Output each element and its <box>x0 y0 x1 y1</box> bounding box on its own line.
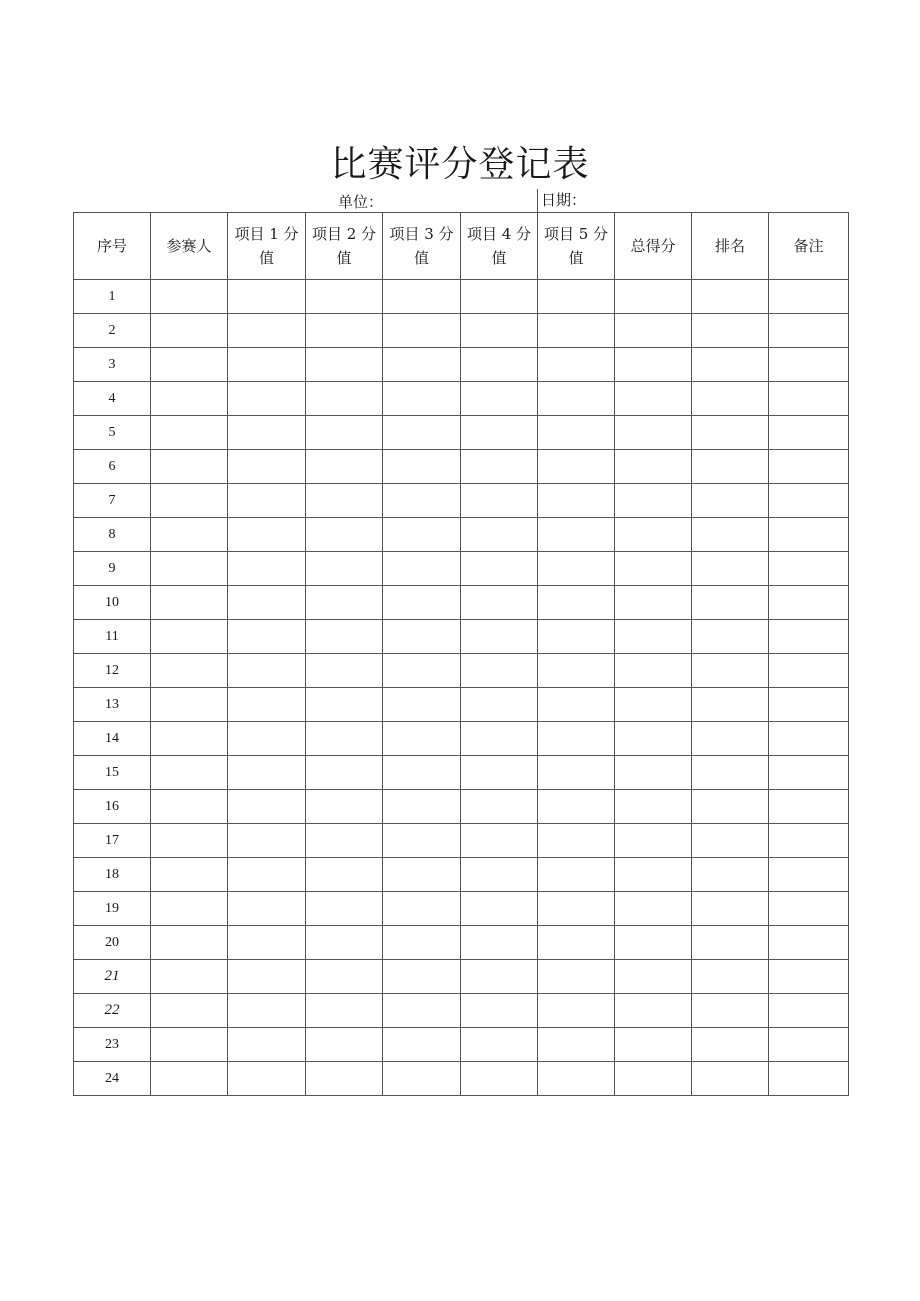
header-index: 序号 <box>74 213 151 280</box>
participant-cell[interactable] <box>151 450 228 484</box>
table-row <box>74 858 849 892</box>
header-rank: 排名 <box>692 213 769 280</box>
participant-cell[interactable] <box>151 518 228 552</box>
rank-cell[interactable] <box>692 994 769 1028</box>
unit-label: 单位： <box>338 193 384 211</box>
participant-cell[interactable] <box>151 756 228 790</box>
rank-cell[interactable] <box>692 960 769 994</box>
total-score-cell[interactable] <box>615 314 692 348</box>
total-score-cell[interactable] <box>615 484 692 518</box>
table-row <box>74 382 849 416</box>
participant-cell[interactable] <box>151 790 228 824</box>
rank-cell[interactable] <box>692 858 769 892</box>
row-index-cell: 11 <box>74 620 151 654</box>
remarks-cell[interactable] <box>769 416 849 450</box>
item4-score-cell[interactable] <box>461 552 538 586</box>
row-index-cell: 20 <box>74 926 151 960</box>
participant-cell[interactable] <box>151 1062 228 1096</box>
rank-cell[interactable] <box>692 280 769 314</box>
table-row <box>74 416 849 450</box>
item2-score-cell[interactable] <box>306 926 383 960</box>
participant-cell[interactable] <box>151 620 228 654</box>
participant-cell[interactable] <box>151 348 228 382</box>
remarks-cell[interactable] <box>769 620 849 654</box>
participant-cell[interactable] <box>151 722 228 756</box>
rank-cell[interactable] <box>692 790 769 824</box>
remarks-cell[interactable] <box>769 1062 849 1096</box>
item1-score-cell[interactable] <box>228 858 306 892</box>
total-score-cell[interactable] <box>615 654 692 688</box>
item5-score-cell[interactable] <box>538 688 615 722</box>
header-item3-score: 项目 3 分值 <box>383 213 461 280</box>
item2-score-cell[interactable] <box>306 416 383 450</box>
remarks-cell[interactable] <box>769 960 849 994</box>
remarks-cell[interactable] <box>769 280 849 314</box>
total-score-cell[interactable] <box>615 552 692 586</box>
item1-score-cell[interactable] <box>228 892 306 926</box>
table-row <box>74 1028 849 1062</box>
participant-cell[interactable] <box>151 1028 228 1062</box>
rank-cell[interactable] <box>692 314 769 348</box>
total-score-cell[interactable] <box>615 858 692 892</box>
item4-score-cell[interactable] <box>461 620 538 654</box>
row-index-cell: 14 <box>74 722 151 756</box>
item1-score-cell[interactable] <box>228 926 306 960</box>
score-table <box>73 212 849 1096</box>
item1-score-cell[interactable] <box>228 722 306 756</box>
table-row <box>74 1062 849 1096</box>
item2-score-cell[interactable] <box>306 654 383 688</box>
item2-score-cell[interactable] <box>306 824 383 858</box>
item2-score-cell[interactable] <box>306 552 383 586</box>
row-index-cell: 7 <box>74 484 151 518</box>
item1-score-cell[interactable] <box>228 552 306 586</box>
header-total-score: 总得分 <box>615 213 692 280</box>
item3-score-cell[interactable] <box>383 552 461 586</box>
row-index-cell: 23 <box>74 1028 151 1062</box>
table-row <box>74 586 849 620</box>
rank-cell[interactable] <box>692 722 769 756</box>
item4-score-cell[interactable] <box>461 314 538 348</box>
date-label: 日期： <box>537 189 586 212</box>
total-score-cell[interactable] <box>615 790 692 824</box>
header-item4-score: 项目 4 分值 <box>461 213 538 280</box>
rank-cell[interactable] <box>692 348 769 382</box>
total-score-cell[interactable] <box>615 416 692 450</box>
total-score-cell[interactable] <box>615 518 692 552</box>
table-row <box>74 518 849 552</box>
table-row <box>74 552 849 586</box>
item1-score-cell[interactable] <box>228 484 306 518</box>
row-index-cell: 5 <box>74 416 151 450</box>
item1-score-cell[interactable] <box>228 518 306 552</box>
item3-score-cell[interactable] <box>383 518 461 552</box>
row-index-cell: 8 <box>74 518 151 552</box>
rank-cell[interactable] <box>692 382 769 416</box>
item1-score-cell[interactable] <box>228 450 306 484</box>
item4-score-cell[interactable] <box>461 450 538 484</box>
header-item1-score: 项目 1 分值 <box>228 213 306 280</box>
participant-cell[interactable] <box>151 416 228 450</box>
item4-score-cell[interactable] <box>461 654 538 688</box>
item3-score-cell[interactable] <box>383 994 461 1028</box>
item5-score-cell[interactable] <box>538 552 615 586</box>
item2-score-cell[interactable] <box>306 280 383 314</box>
participant-cell[interactable] <box>151 960 228 994</box>
table-row <box>74 824 849 858</box>
participant-cell[interactable] <box>151 484 228 518</box>
item2-score-cell[interactable] <box>306 892 383 926</box>
participant-cell[interactable] <box>151 586 228 620</box>
rank-cell[interactable] <box>692 926 769 960</box>
item4-score-cell[interactable] <box>461 518 538 552</box>
item3-score-cell[interactable] <box>383 960 461 994</box>
participant-cell[interactable] <box>151 382 228 416</box>
item1-score-cell[interactable] <box>228 756 306 790</box>
remarks-cell[interactable] <box>769 892 849 926</box>
item5-score-cell[interactable] <box>538 960 615 994</box>
participant-cell[interactable] <box>151 280 228 314</box>
item5-score-cell[interactable] <box>538 994 615 1028</box>
table-row <box>74 790 849 824</box>
remarks-cell[interactable] <box>769 858 849 892</box>
item5-score-cell[interactable] <box>538 824 615 858</box>
remarks-cell[interactable] <box>769 688 849 722</box>
rank-cell[interactable] <box>692 620 769 654</box>
item3-score-cell[interactable] <box>383 858 461 892</box>
item5-score-cell[interactable] <box>538 1028 615 1062</box>
header-row <box>74 213 849 280</box>
table-row <box>74 654 849 688</box>
item5-score-cell[interactable] <box>538 382 615 416</box>
row-index-cell: 24 <box>74 1062 151 1096</box>
item5-score-cell[interactable] <box>538 858 615 892</box>
item2-score-cell[interactable] <box>306 484 383 518</box>
header-item5-score: 项目 5 分值 <box>538 213 615 280</box>
item5-score-cell[interactable] <box>538 756 615 790</box>
item2-score-cell[interactable] <box>306 858 383 892</box>
item4-score-cell[interactable] <box>461 960 538 994</box>
item2-score-cell[interactable] <box>306 586 383 620</box>
total-score-cell[interactable] <box>615 620 692 654</box>
item4-score-cell[interactable] <box>461 484 538 518</box>
item2-score-cell[interactable] <box>306 960 383 994</box>
header-item2-score: 项目 2 分值 <box>306 213 383 280</box>
item5-score-cell[interactable] <box>538 1062 615 1096</box>
participant-cell[interactable] <box>151 858 228 892</box>
total-score-cell[interactable] <box>615 450 692 484</box>
item4-score-cell[interactable] <box>461 586 538 620</box>
total-score-cell[interactable] <box>615 1028 692 1062</box>
table-row <box>74 926 849 960</box>
item3-score-cell[interactable] <box>383 654 461 688</box>
total-score-cell[interactable] <box>615 756 692 790</box>
item3-score-cell[interactable] <box>383 280 461 314</box>
row-index-cell: 22 <box>74 994 151 1028</box>
item2-score-cell[interactable] <box>306 994 383 1028</box>
participant-cell[interactable] <box>151 926 228 960</box>
item4-score-cell[interactable] <box>461 756 538 790</box>
item1-score-cell[interactable] <box>228 382 306 416</box>
total-score-cell[interactable] <box>615 722 692 756</box>
item1-score-cell[interactable] <box>228 314 306 348</box>
item1-score-cell[interactable] <box>228 688 306 722</box>
item5-score-cell[interactable] <box>538 586 615 620</box>
table-row <box>74 314 849 348</box>
rank-cell[interactable] <box>692 1028 769 1062</box>
item3-score-cell[interactable] <box>383 892 461 926</box>
item3-score-cell[interactable] <box>383 722 461 756</box>
row-index-cell: 15 <box>74 756 151 790</box>
item1-score-cell[interactable] <box>228 620 306 654</box>
item2-score-cell[interactable] <box>306 518 383 552</box>
item4-score-cell[interactable] <box>461 416 538 450</box>
row-index-cell: 13 <box>74 688 151 722</box>
remarks-cell[interactable] <box>769 484 849 518</box>
row-index-cell: 17 <box>74 824 151 858</box>
remarks-cell[interactable] <box>769 450 849 484</box>
rank-cell[interactable] <box>692 552 769 586</box>
item3-score-cell[interactable] <box>383 382 461 416</box>
total-score-cell[interactable] <box>615 926 692 960</box>
remarks-cell[interactable] <box>769 722 849 756</box>
row-index-cell: 18 <box>74 858 151 892</box>
table-row <box>74 688 849 722</box>
remarks-cell[interactable] <box>769 994 849 1028</box>
item1-score-cell[interactable] <box>228 824 306 858</box>
item3-score-cell[interactable] <box>383 348 461 382</box>
item3-score-cell[interactable] <box>383 314 461 348</box>
item4-score-cell[interactable] <box>461 858 538 892</box>
row-index-cell: 3 <box>74 348 151 382</box>
table-row <box>74 450 849 484</box>
item5-score-cell[interactable] <box>538 450 615 484</box>
participant-cell[interactable] <box>151 688 228 722</box>
item5-score-cell[interactable] <box>538 654 615 688</box>
item1-score-cell[interactable] <box>228 586 306 620</box>
item4-score-cell[interactable] <box>461 280 538 314</box>
table-row <box>74 722 849 756</box>
participant-cell[interactable] <box>151 654 228 688</box>
item2-score-cell[interactable] <box>306 1028 383 1062</box>
item2-score-cell[interactable] <box>306 688 383 722</box>
item1-score-cell[interactable] <box>228 416 306 450</box>
item3-score-cell[interactable] <box>383 790 461 824</box>
item5-score-cell[interactable] <box>538 348 615 382</box>
row-index-cell: 12 <box>74 654 151 688</box>
total-score-cell[interactable] <box>615 1062 692 1096</box>
item2-score-cell[interactable] <box>306 450 383 484</box>
table-row <box>74 620 849 654</box>
item3-score-cell[interactable] <box>383 926 461 960</box>
table-row <box>74 280 849 314</box>
rank-cell[interactable] <box>692 416 769 450</box>
item4-score-cell[interactable] <box>461 348 538 382</box>
item2-score-cell[interactable] <box>306 314 383 348</box>
item5-score-cell[interactable] <box>538 620 615 654</box>
item3-score-cell[interactable] <box>383 620 461 654</box>
item2-score-cell[interactable] <box>306 620 383 654</box>
item5-score-cell[interactable] <box>538 892 615 926</box>
item2-score-cell[interactable] <box>306 1062 383 1096</box>
table-row <box>74 892 849 926</box>
remarks-cell[interactable] <box>769 518 849 552</box>
item4-score-cell[interactable] <box>461 824 538 858</box>
item5-score-cell[interactable] <box>538 926 615 960</box>
remarks-cell[interactable] <box>769 348 849 382</box>
row-index-cell: 6 <box>74 450 151 484</box>
item4-score-cell[interactable] <box>461 1062 538 1096</box>
item4-score-cell[interactable] <box>461 926 538 960</box>
item3-score-cell[interactable] <box>383 484 461 518</box>
total-score-cell[interactable] <box>615 688 692 722</box>
item1-score-cell[interactable] <box>228 280 306 314</box>
remarks-cell[interactable] <box>769 790 849 824</box>
table-row <box>74 994 849 1028</box>
rank-cell[interactable] <box>692 586 769 620</box>
item5-score-cell[interactable] <box>538 790 615 824</box>
item5-score-cell[interactable] <box>538 484 615 518</box>
remarks-cell[interactable] <box>769 926 849 960</box>
item4-score-cell[interactable] <box>461 1028 538 1062</box>
total-score-cell[interactable] <box>615 382 692 416</box>
table-row <box>74 960 849 994</box>
row-index-cell: 16 <box>74 790 151 824</box>
item3-score-cell[interactable] <box>383 688 461 722</box>
rank-cell[interactable] <box>692 892 769 926</box>
item4-score-cell[interactable] <box>461 688 538 722</box>
item5-score-cell[interactable] <box>538 518 615 552</box>
row-index-cell: 19 <box>74 892 151 926</box>
rank-cell[interactable] <box>692 756 769 790</box>
remarks-cell[interactable] <box>769 586 849 620</box>
item5-score-cell[interactable] <box>538 280 615 314</box>
item3-score-cell[interactable] <box>383 586 461 620</box>
row-index-cell: 1 <box>74 280 151 314</box>
remarks-cell[interactable] <box>769 824 849 858</box>
item4-score-cell[interactable] <box>461 994 538 1028</box>
remarks-cell[interactable] <box>769 552 849 586</box>
total-score-cell[interactable] <box>615 586 692 620</box>
remarks-cell[interactable] <box>769 382 849 416</box>
item2-score-cell[interactable] <box>306 348 383 382</box>
table-row <box>74 348 849 382</box>
item1-score-cell[interactable] <box>228 1062 306 1096</box>
participant-cell[interactable] <box>151 314 228 348</box>
item1-score-cell[interactable] <box>228 348 306 382</box>
item3-score-cell[interactable] <box>383 756 461 790</box>
rank-cell[interactable] <box>692 1062 769 1096</box>
item5-score-cell[interactable] <box>538 722 615 756</box>
item4-score-cell[interactable] <box>461 722 538 756</box>
item1-score-cell[interactable] <box>228 960 306 994</box>
item3-score-cell[interactable] <box>383 416 461 450</box>
item5-score-cell[interactable] <box>538 314 615 348</box>
item3-score-cell[interactable] <box>383 1062 461 1096</box>
remarks-cell[interactable] <box>769 756 849 790</box>
total-score-cell[interactable] <box>615 960 692 994</box>
row-index-cell: 9 <box>74 552 151 586</box>
total-score-cell[interactable] <box>615 824 692 858</box>
header-remarks: 备注 <box>769 213 849 280</box>
page-title: 比赛评分登记表 <box>330 144 590 186</box>
rank-cell[interactable] <box>692 450 769 484</box>
rank-cell[interactable] <box>692 518 769 552</box>
item4-score-cell[interactable] <box>461 382 538 416</box>
item3-score-cell[interactable] <box>383 450 461 484</box>
item1-score-cell[interactable] <box>228 790 306 824</box>
rank-cell[interactable] <box>692 654 769 688</box>
remarks-cell[interactable] <box>769 1028 849 1062</box>
item1-score-cell[interactable] <box>228 654 306 688</box>
header-participant: 参赛人 <box>151 213 228 280</box>
rank-cell[interactable] <box>692 824 769 858</box>
item5-score-cell[interactable] <box>538 416 615 450</box>
rank-cell[interactable] <box>692 688 769 722</box>
total-score-cell[interactable] <box>615 994 692 1028</box>
row-index-cell: 10 <box>74 586 151 620</box>
rank-cell[interactable] <box>692 484 769 518</box>
row-index-cell: 21 <box>74 960 151 994</box>
total-score-cell[interactable] <box>615 348 692 382</box>
remarks-cell[interactable] <box>769 314 849 348</box>
item2-score-cell[interactable] <box>306 722 383 756</box>
participant-cell[interactable] <box>151 824 228 858</box>
item3-score-cell[interactable] <box>383 1028 461 1062</box>
table-row <box>74 484 849 518</box>
item4-score-cell[interactable] <box>461 892 538 926</box>
row-index-cell: 2 <box>74 314 151 348</box>
total-score-cell[interactable] <box>615 280 692 314</box>
item1-score-cell[interactable] <box>228 994 306 1028</box>
item2-score-cell[interactable] <box>306 382 383 416</box>
participant-cell[interactable] <box>151 552 228 586</box>
total-score-cell[interactable] <box>615 892 692 926</box>
item3-score-cell[interactable] <box>383 824 461 858</box>
item2-score-cell[interactable] <box>306 790 383 824</box>
participant-cell[interactable] <box>151 892 228 926</box>
table-row <box>74 756 849 790</box>
item1-score-cell[interactable] <box>228 1028 306 1062</box>
participant-cell[interactable] <box>151 994 228 1028</box>
item4-score-cell[interactable] <box>461 790 538 824</box>
item2-score-cell[interactable] <box>306 756 383 790</box>
row-index-cell: 4 <box>74 382 151 416</box>
remarks-cell[interactable] <box>769 654 849 688</box>
